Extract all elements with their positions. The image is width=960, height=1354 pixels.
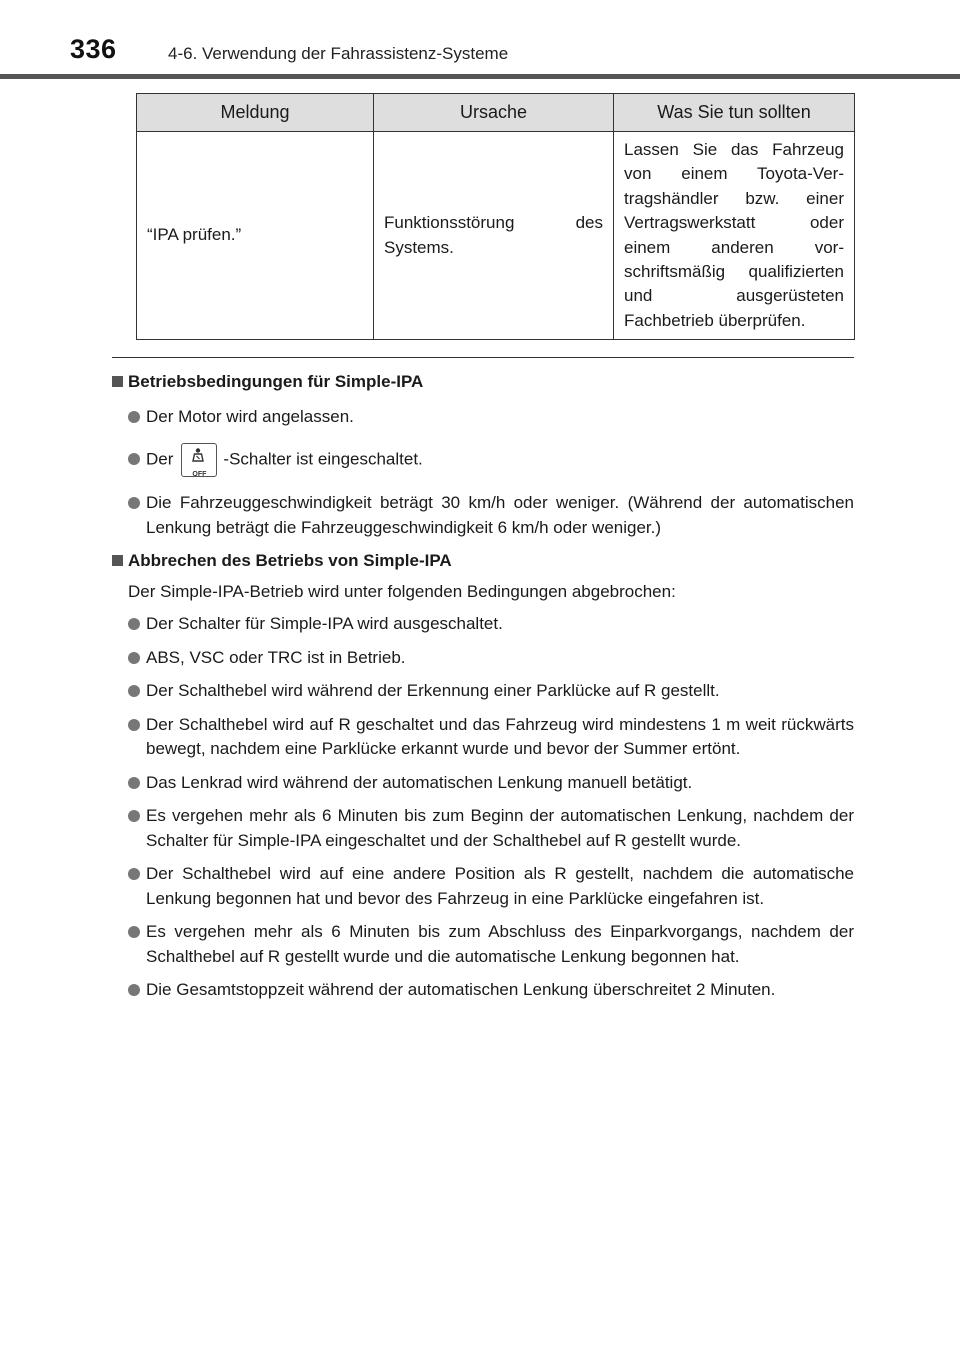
- column-header-meldung: Meldung: [137, 94, 374, 132]
- round-bullet-icon: [128, 868, 140, 880]
- table-row: [137, 132, 855, 340]
- cell-massnahme: Lassen Sie das Fahrzeug von einem Toyota-Vertragshändler bzw. einer Vertragswerkstatt oder einem anderen vorschriftsmäßig qualifizierten und ausgerüsteten Fachbetrieb überprüfen.: [614, 132, 855, 340]
- section-heading: [112, 370, 854, 395]
- header-divider: [0, 74, 960, 79]
- cell-meldung: “IPA prüfen.”: [137, 132, 374, 340]
- list-item-text: Es vergehen mehr als 6 Minuten bis zum Beginn der automatischen Lenkung, nachdem der Schalter für Simple-IPA eingeschaltet und der Schalthebel auf R gestellt wurde.: [146, 806, 854, 850]
- round-bullet-icon: [128, 777, 140, 789]
- section-intro: Der Simple-IPA-Betrieb wird unter folgenden Bedingungen abgebrochen:: [128, 581, 676, 601]
- list-item: [112, 646, 854, 671]
- list-item-text: Die Gesamtstoppzeit während der automatischen Lenkung überschreitet 2 Minuten.: [146, 980, 776, 999]
- column-header-massnahme: Was Sie tun sollten: [614, 94, 855, 132]
- section-heading-text: Abbrechen des Betriebs von Simple-IPA: [128, 551, 452, 570]
- list-item: [112, 978, 854, 1003]
- round-bullet-icon: [128, 618, 140, 630]
- list-item: [112, 491, 854, 540]
- parking-assist-icon: [190, 447, 206, 463]
- list-item-text: Der Schalthebel wird auf R geschaltet und das Fahrzeug wird mindestens 1 m weit rückwärts bewegt, nachdem eine Parklücke erkannt wurde und bevor der Summer ertönt.: [146, 714, 854, 758]
- list-item: [112, 804, 854, 853]
- section-heading-text: Betriebsbedingungen für Simple-IPA: [128, 372, 424, 391]
- list-item-text: Der Schalter für Simple-IPA wird ausgeschaltet.: [146, 614, 503, 633]
- square-bullet-icon: [112, 376, 123, 387]
- section-divider: [112, 357, 854, 358]
- list-item: [112, 612, 854, 637]
- switch-off-label: OFF: [192, 471, 207, 478]
- list-item-text: Die Fahrzeuggeschwindigkeit beträgt 30 km/h oder weniger. (Während der automatischen Lenkung beträgt die Fahrzeuggeschwindigkeit 6 km/h oder weniger.): [146, 493, 854, 537]
- column-header-ursache: Ursache: [374, 94, 614, 132]
- list-item-text: Das Lenkrad wird während der automatischen Lenkung manuell betätigt.: [146, 772, 693, 792]
- list-item-text: Der Schalthebel wird während der Erkennung einer Parklücke auf R gestellt.: [146, 681, 720, 700]
- list-item: [112, 679, 854, 704]
- message-table: [136, 93, 855, 340]
- list-item: [112, 443, 854, 477]
- cell-ursache: Funktionsstörung des Systems.: [374, 132, 614, 340]
- round-bullet-icon: [128, 810, 140, 822]
- content: [112, 370, 854, 1012]
- simple-ipa-switch-icon: [181, 443, 217, 477]
- list-item: [112, 771, 854, 796]
- round-bullet-icon: [128, 685, 140, 697]
- list-item-text: Der Motor wird angelassen.: [146, 406, 354, 426]
- list-item-text: ABS, VSC oder TRC ist in Betrieb.: [146, 647, 406, 667]
- square-bullet-icon: [112, 555, 123, 566]
- round-bullet-icon: [128, 411, 140, 423]
- list-item-text-prefix: Der: [146, 449, 174, 469]
- table-header-row: [137, 94, 855, 132]
- list-item: [112, 862, 854, 911]
- round-bullet-icon: [128, 453, 140, 465]
- round-bullet-icon: [128, 984, 140, 996]
- round-bullet-icon: [128, 497, 140, 509]
- list-item-text-suffix: -Schalter ist eingeschaltet.: [223, 449, 423, 469]
- page-header: [0, 0, 960, 80]
- list-item: [112, 713, 854, 762]
- round-bullet-icon: [128, 652, 140, 664]
- section-heading: [112, 549, 854, 574]
- page-number: 336: [70, 34, 117, 64]
- section-title: 4-6. Verwendung der Fahrassistenz-Systeme: [168, 44, 509, 63]
- list-item-text: Es vergehen mehr als 6 Minuten bis zum Abschluss des Einparkvorgangs, nachdem der Schalthebel auf R gestellt wurde und die automatische Lenkung begonnen hat.: [146, 922, 854, 966]
- list-item: [112, 920, 854, 969]
- list-item: [112, 405, 854, 430]
- list-item-text: Der Schalthebel wird auf eine andere Position als R gestellt, nachdem die automatische Lenkung begonnen hat und bevor des Fahrzeug in eine Parklücke eingefahren ist.: [146, 864, 854, 908]
- round-bullet-icon: [128, 926, 140, 938]
- round-bullet-icon: [128, 719, 140, 731]
